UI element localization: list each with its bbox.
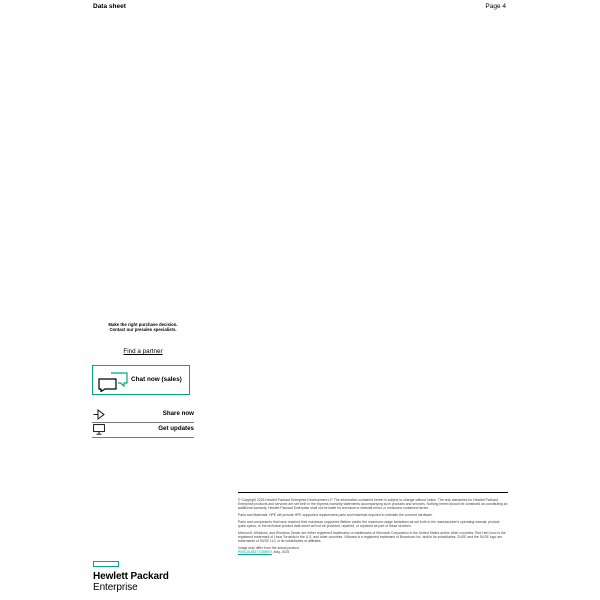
- page-number: Page 4: [485, 3, 506, 10]
- find-partner-link[interactable]: Find a partner: [123, 348, 163, 355]
- logo-line-2: Enterprise: [93, 581, 138, 593]
- logo-element-bar: [93, 561, 119, 567]
- lifetime-text: Parts and components that have reached their maximum supported lifetime and/or the maximum usage limitations as set forth in the manufacturer's operating manual, product quick-specs, or the technical product data sheet will not be provided, repaired, or replaced as part of these services.: [238, 520, 500, 529]
- chat-now-label: Chat now (sales): [131, 376, 182, 383]
- monitor-icon: [93, 424, 105, 435]
- parts-text: Parts and Materials: HPE will provide HPE-supported replacement parts and materials required to maintain the covered hardware.: [238, 513, 433, 518]
- publish-date: , May, 2025: [271, 550, 290, 555]
- cta-line-1: Make the right purchase decision.: [108, 322, 178, 327]
- image-note: Image may differ from the actual product.: [238, 546, 300, 551]
- chat-now-button[interactable]: [92, 365, 190, 395]
- part-number-link[interactable]: PSN1014637728WEN: [238, 550, 272, 555]
- hpe-logo: [93, 561, 169, 593]
- divider: [92, 437, 194, 438]
- cta-line-2: Contact our presales specialists.: [109, 327, 177, 333]
- share-now-label: Share now: [162, 410, 194, 417]
- get-updates-label: Get updates: [158, 425, 194, 432]
- trademarks-text: Microsoft, Windows, and Windows Server are either registered trademarks or trademarks of Microsoft Corporation in the United States and/or other countries. Red Hat Linux is the registered trademark of Linus Torvalds in the U.S. and other countries. VMware is a registered trademark of Broadcom Inc. and/or its subsidiaries. SUSE and the SUSE logo are trademarks of SUSE LLC or its subsidiaries or affiliates.: [238, 531, 506, 544]
- legal-notice: [238, 492, 508, 557]
- copyright-text: © Copyright 2025 Hewlett Packard Enterprise Development LP. The information contained herein is subject to change without notice. The only warranties for Hewlett Packard Enterprise products and services are set forth in the express warranty statements accompanying such products and services. Nothing herein should be construed as constituting an additional warranty. Hewlett Packard Enterprise shall not be liable for technical or editorial errors or omissions contained herein.: [238, 498, 508, 511]
- presales-cta: [92, 322, 194, 333]
- share-arrow-icon: [93, 409, 105, 420]
- image-note-block: [238, 546, 508, 554]
- share-now-button[interactable]: [92, 408, 194, 421]
- document-type: Data sheet: [93, 3, 126, 10]
- logo-line-1: Hewlett Packard: [93, 570, 169, 582]
- chat-bubbles-icon: [98, 370, 128, 392]
- get-updates-button[interactable]: [92, 423, 194, 436]
